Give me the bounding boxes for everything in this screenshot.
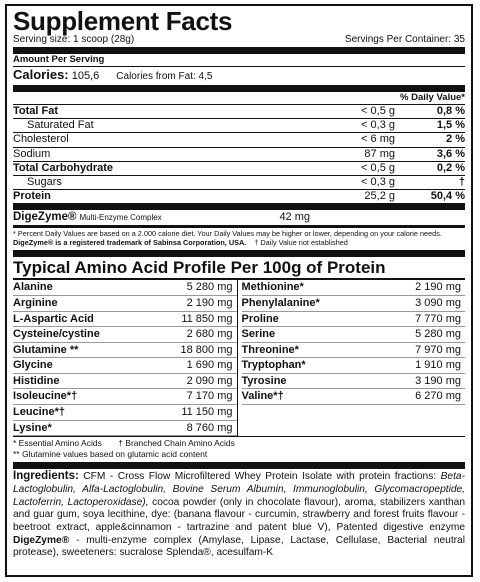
divider	[13, 436, 465, 437]
divider-thick	[13, 462, 465, 469]
amino-note-glutamine: ** Glutamine values based on glutamic acid content	[13, 449, 208, 460]
ingredients-label: Ingredients:	[13, 470, 79, 483]
amino-row: Cysteine/cystine 2 680 mg	[13, 327, 237, 343]
daily-value-header: % Daily Value*	[400, 92, 465, 103]
servings-per-container: Servings Per Container: 35	[344, 34, 465, 45]
amino-row: Methionine* 2 190 mg	[242, 280, 466, 296]
nutrient-row: Sodium 87 mg 3,6 %	[13, 147, 465, 160]
nutrient-row: Saturated Fat < 0,3 g 1,5 %	[13, 118, 465, 132]
divider-thick	[13, 47, 465, 54]
amino-row: Lysine* 8 760 mg	[13, 421, 237, 437]
amino-row: Alanine 5 280 mg	[13, 280, 237, 296]
nutrient-row: Total Carbohydrate < 0,5 g 0,2 %	[13, 161, 465, 174]
amino-row: Serine 5 280 mg	[242, 327, 466, 343]
nutrient-row: Sugars < 0,3 g †	[13, 175, 465, 189]
amino-table	[13, 278, 465, 436]
divider-thick	[13, 203, 465, 210]
amino-row: Isoleucine*† 7 170 mg	[13, 389, 237, 405]
amino-row: Tyrosine 3 190 mg	[242, 374, 466, 390]
amino-notes	[13, 438, 465, 460]
digezyme-name: DigeZyme®	[13, 211, 77, 224]
calories-label: Calories:	[13, 67, 69, 82]
amino-row: Histidine 2 090 mg	[13, 374, 237, 390]
footnote-trademark: DigeZyme® is a registered trademark of Sabinsa Corporation, USA.	[13, 238, 247, 248]
calories-value: 105,6	[71, 70, 100, 82]
nutrient-row: Cholesterol < 6 mg 2 %	[13, 133, 465, 146]
amino-row: Proline 7 770 mg	[242, 312, 466, 328]
nutrient-row: Total Fat < 0,5 g 0,8 %	[13, 105, 465, 117]
amino-row: Phenylalanine* 3 090 mg	[242, 296, 466, 312]
serving-info-row	[13, 34, 465, 45]
amino-row: Valine*† 6 270 mg	[242, 389, 466, 405]
ingredients-text-2: Beta-Lactoglobulin, Alfa-Lactoglobulin, Bovine Serum Albumin, Immunoglobulin, Glycomacropeptide, Lactoferrin, Lactoperoxidase),	[13, 471, 465, 508]
amount-per-serving: Amount Per Serving	[13, 54, 105, 65]
amino-profile-title: Typical Amino Acid Profile Per 100g of Protein	[13, 258, 386, 278]
amino-row: Leucine*† 11 150 mg	[13, 405, 237, 421]
amino-column-left	[13, 280, 237, 436]
amino-row: Arginine 2 190 mg	[13, 296, 237, 312]
calories-row	[13, 67, 465, 85]
digezyme-desc: Multi-Enzyme Complex	[79, 213, 162, 223]
nutrient-row: Protein 25,2 g 50,4 %	[13, 190, 465, 203]
amino-row: Glycine 1 690 mg	[13, 358, 237, 374]
serving-size: Serving size: 1 scoop (28g)	[13, 34, 135, 45]
amino-row: Threonine* 7 970 mg	[242, 343, 466, 359]
calories-from-fat: Calories from Fat: 4,5	[116, 71, 213, 82]
ingredients-text-1: CFM - Cross Flow Microfiltered Whey Protein Isolate with protein fractions:	[83, 471, 437, 483]
ingredients-block	[13, 470, 465, 560]
ingredients-digezyme: DigeZyme®	[13, 534, 70, 546]
amino-note-essential: * Essential Amino Acids	[13, 438, 102, 449]
ingredients-text-3: cocoa powder (only in chocolate flavour), aroma, stabilizers xanthan and guar gum, soya lecithine, dye: (banana flavour - curcumin, strawberry and forest fruits flavour - beetroot extract, apple&cinnamon - tartrazine and patent blue V), Patented digestive enzyme	[13, 496, 465, 534]
footnote-trademark-row	[13, 238, 465, 247]
supplement-facts-label	[5, 4, 473, 577]
label-title: Supplement Facts	[13, 6, 233, 36]
footnote-daily-values: * Percent Daily Values are based on a 2.000 calorie diet. Your Daily Values may be higher or lower, depending on your calorie needs.	[13, 229, 442, 239]
amino-note-bcaa: † Branched Chain Amino Acids	[118, 438, 235, 449]
digezyme-row	[13, 210, 465, 225]
footnote-dv-not-established: † Daily Value not established	[254, 238, 348, 248]
digezyme-qty: 42 mg	[279, 211, 311, 224]
divider-mid	[13, 225, 465, 228]
nutrient-list	[13, 104, 465, 203]
divider-thick	[13, 250, 465, 257]
divider-thick	[13, 85, 465, 92]
amino-row: L-Aspartic Acid 11 850 mg	[13, 312, 237, 328]
amino-row: Tryptophan* 1 910 mg	[242, 358, 466, 374]
amino-column-right	[237, 280, 466, 436]
amino-row: Glutamine ** 18 800 mg	[13, 343, 237, 359]
ingredients-text-5: - multi-enzyme complex (Amylase, Lipase, Lactase, Cellulase, Bacterial neutral protease), sweeteners: sucralose Splenda®, acesulfam-K	[13, 534, 465, 559]
